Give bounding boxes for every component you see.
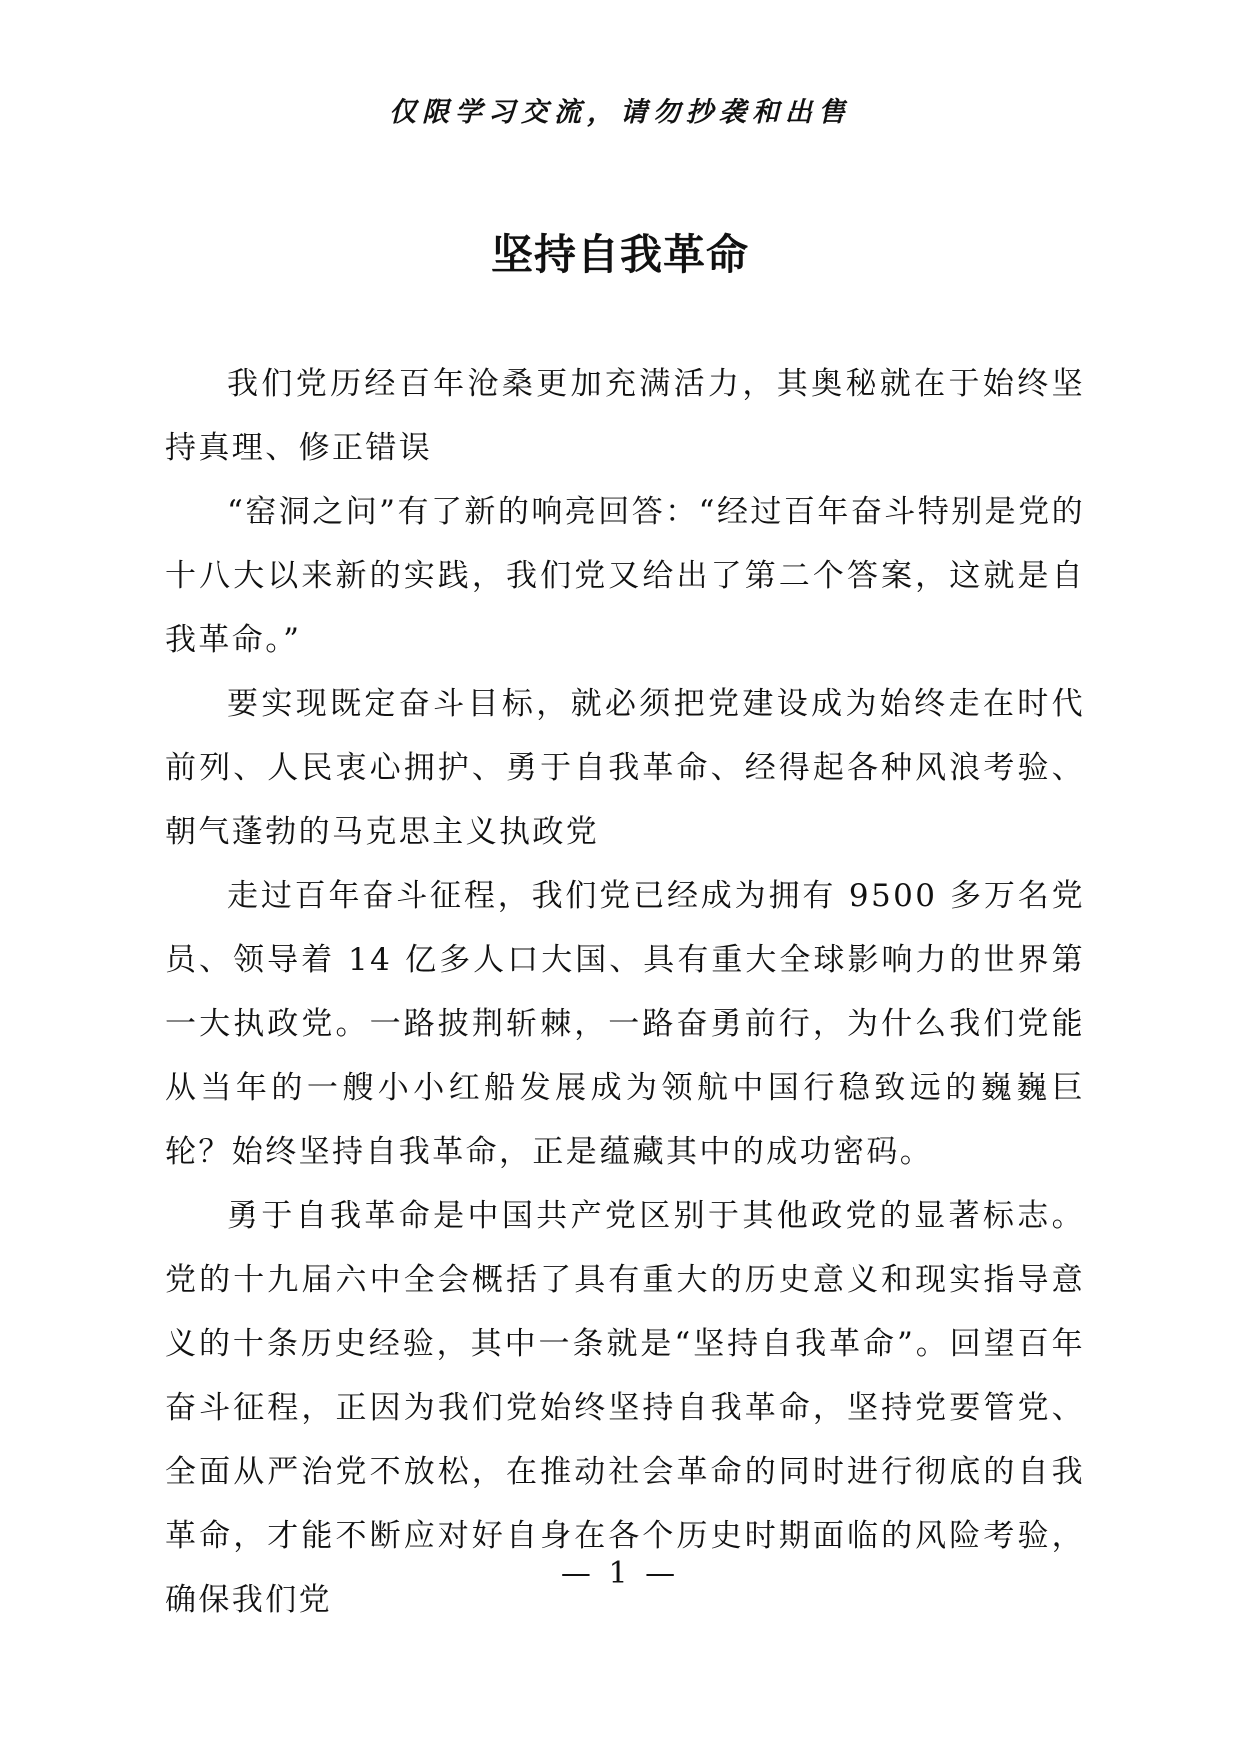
paragraph-4: 走过百年奋斗征程，我们党已经成为拥有 9500 多万名党员、领导着 14 亿多人口大国、具有重大全球影响力的世界第一大执政党。一路披荆斩棘，一路奋勇前行，为什么我们党能从当年的一艘小小红船发展成为领航中国行稳致远的巍巍巨轮？始终坚持自我革命，正是蕴藏其中的成功密码。 (165, 878, 1085, 1170)
paragraph-1: 我们党历经百年沧桑更加充满活力，其奥秘就在于始终坚持真理、修正错误 (165, 366, 1085, 466)
page-number: — 1 — (560, 1556, 680, 1591)
document-title: 坚持自我革命 (490, 230, 749, 279)
paragraph-2: “窑洞之问”有了新的响亮回答：“经过百年奋斗特别是党的十八大以来新的实践，我们党又给出了第二个答案，这就是自我革命。” (165, 494, 1085, 658)
paragraph-3: 要实现既定奋斗目标，就必须把党建设成为始终走在时代前列、人民衷心拥护、勇于自我革命、经得起各种风浪考验、朝气蓬勃的马克思主义执政党 (165, 686, 1085, 850)
header-notice: 仅限学习交流，请勿抄袭和出售 (389, 97, 851, 128)
document-body (165, 352, 1085, 1632)
paragraph-5: 勇于自我革命是中国共产党区别于其他政党的显著标志。党的十九届六中全会概括了具有重大的历史意义和现实指导意义的十条历史经验，其中一条就是“坚持自我革命”。回望百年奋斗征程，正因为我们党始终坚持自我革命，坚持党要管党、全面从严治党不放松，在推动社会革命的同时进行彻底的自我革命，才能不断应对好自身在各个历史时期面临的风险考验，确保我们党 (165, 1198, 1085, 1618)
